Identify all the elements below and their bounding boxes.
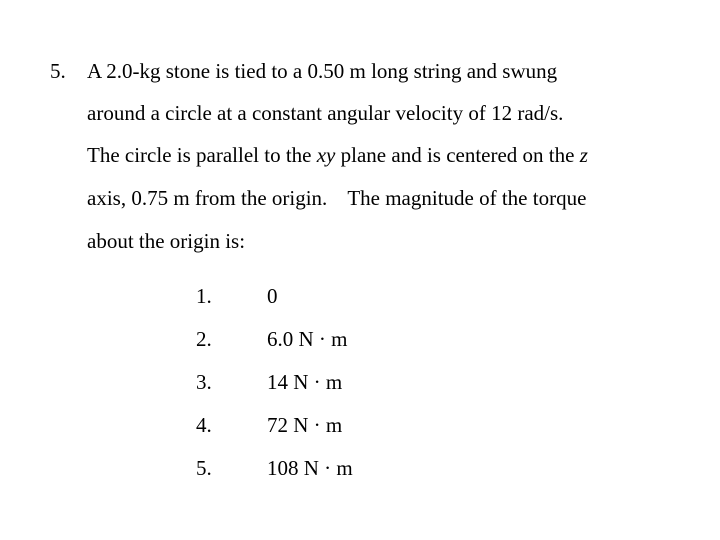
xy-italic: xy [316,143,336,167]
question-line-4-part-b: The magnitude of the torque [347,186,587,210]
choice-number: 2. [196,327,212,351]
choice-value: 14 N · m [267,370,343,394]
question-line-4 [87,183,586,213]
choice-value: 6.0 N · m [267,327,348,351]
choice-number: 3. [196,370,212,394]
choice-3[interactable] [196,367,342,397]
choice-number: 1. [196,284,212,308]
choice-5[interactable] [196,453,353,483]
question-line-3-part-b: plane and is centered on the [335,143,580,167]
question-number: 5. [50,59,66,83]
z-italic: z [579,143,588,167]
choice-value: 0 [267,284,278,308]
question-line-4-part-a: axis, 0.75 m from the origin. [87,186,328,210]
choice-2[interactable] [196,324,348,354]
question-line-1: A 2.0-kg stone is tied to a 0.50 m long string and swung [87,59,558,83]
choice-value: 108 N · m [267,456,353,480]
question-line-5: about the origin is: [87,229,246,253]
choice-4[interactable] [196,410,342,440]
question-line-2: around a circle at a constant angular velocity of 12 rad/s. [87,101,564,125]
question-line-3 [87,140,588,170]
choice-number: 5. [196,456,212,480]
choice-number: 4. [196,413,212,437]
choice-1[interactable] [196,281,278,311]
question-line-3-part-a: The circle is parallel to the [87,143,317,167]
choice-value: 72 N · m [267,413,343,437]
